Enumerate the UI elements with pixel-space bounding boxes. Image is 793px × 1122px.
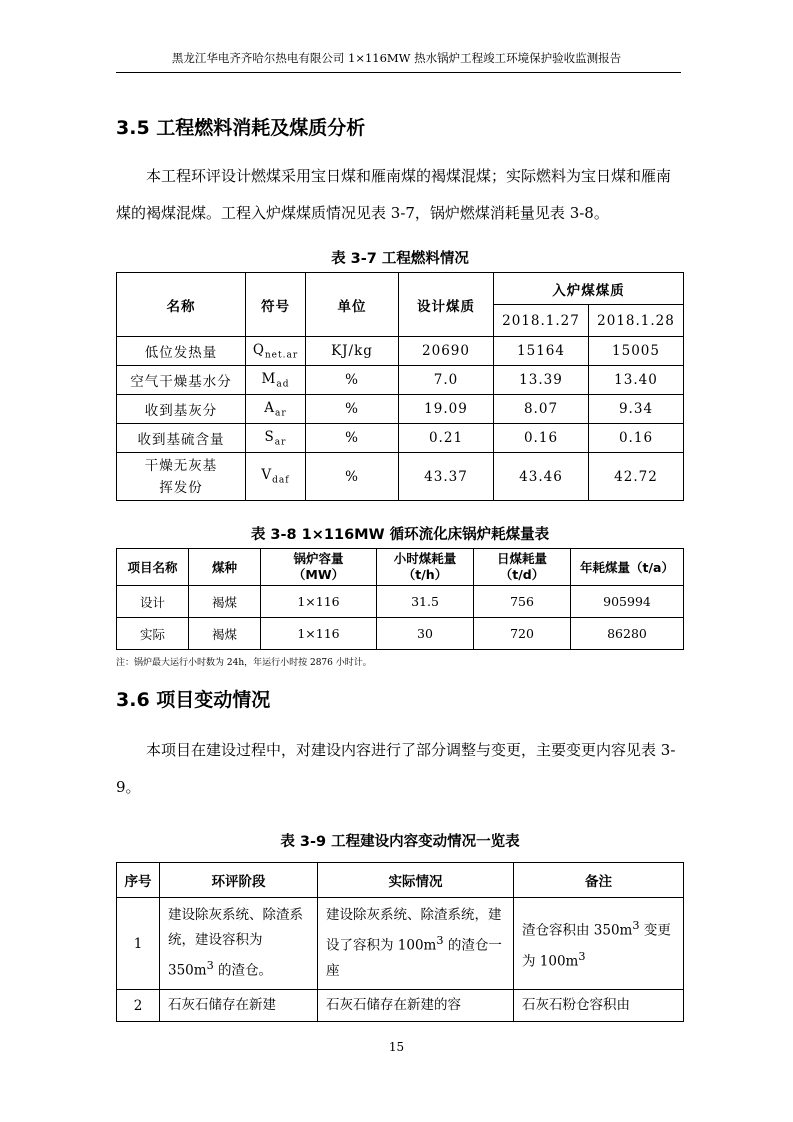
header-date-2: 2018.1.28: [589, 305, 684, 337]
row-actual: 石灰石储存在新建的容: [318, 990, 514, 1022]
table-row: [117, 990, 684, 1022]
header-actual: 入炉煤煤质: [494, 273, 684, 305]
row-design: 0.21: [399, 424, 494, 453]
header-design: 设计煤质: [399, 273, 494, 337]
row-unit: %: [306, 395, 399, 424]
row-date-2: 15005: [589, 337, 684, 366]
header-actual: 实际情况: [318, 863, 514, 898]
row-no: 1: [117, 898, 160, 990]
row-design: 7.0: [399, 366, 494, 395]
row-date-1: 0.16: [494, 424, 589, 453]
row-unit: %: [306, 366, 399, 395]
row-unit: KJ/kg: [306, 337, 399, 366]
row-name: 空气干燥基水分: [117, 366, 246, 395]
row-name: 低位发热量: [117, 337, 246, 366]
header-yearly: 年耗煤量（t/a）: [571, 549, 684, 586]
header-unit: 单位: [306, 273, 399, 337]
row-item: 实际: [117, 618, 189, 650]
header-coal: 煤种: [189, 549, 261, 586]
row-name: 收到基硫含量: [117, 424, 246, 453]
header-date-1: 2018.1.27: [494, 305, 589, 337]
section-3-5-title: 3.5 工程燃料消耗及煤质分析: [116, 117, 366, 139]
header-rule: [116, 72, 681, 73]
row-capacity: 1×116: [261, 586, 377, 618]
row-no: 2: [117, 990, 160, 1022]
row-date-1: 15164: [494, 337, 589, 366]
row-daily: 756: [474, 586, 571, 618]
row-item: 设计: [117, 586, 189, 618]
section-3-6-paragraph: 本项目在建设过程中，对建设内容进行了部分调整与变更，主要变更内容见表 3-9。: [116, 741, 676, 796]
table-row: [117, 395, 684, 424]
row-name: 干燥无灰基 挥发份: [117, 453, 246, 501]
row-coal: 褐煤: [189, 586, 261, 618]
header-symbol: 符号: [246, 273, 306, 337]
row-note: 渣仓容积由 $350m^3$ 变更为 $100m^3$: [514, 898, 684, 990]
header-capacity: 锅炉容量 （MW）: [261, 549, 377, 586]
fuel-quality-table: [116, 272, 684, 501]
row-date-2: 13.40: [589, 366, 684, 395]
row-symbol: $M_{ad}$: [246, 366, 306, 395]
row-name: 收到基灰分: [117, 395, 246, 424]
row-date-1: 13.39: [494, 366, 589, 395]
header-name: 名称: [117, 273, 246, 337]
row-yearly: 905994: [571, 586, 684, 618]
row-yearly: 86280: [571, 618, 684, 650]
header-hourly: 小时煤耗量 （t/h）: [377, 549, 474, 586]
row-actual: 建设除灰系统、除渣系统，建设了容积为 $100m^3$ 的渣仓一座: [318, 898, 514, 990]
coal-consumption-table: [116, 548, 684, 650]
header-note: 备注: [514, 863, 684, 898]
table-3-8-caption: 表 3-8 1×116MW 循环流化床锅炉耗煤量表: [250, 527, 550, 543]
row-daily: 720: [474, 618, 571, 650]
page-number: 15: [388, 1040, 405, 1054]
table-3-9-caption: 表 3-9 工程建设内容变动情况一览表: [280, 834, 520, 850]
row-symbol: $S_{ar}$: [246, 424, 306, 453]
changes-table: [116, 862, 684, 1022]
header-daily: 日煤耗量 （t/d）: [474, 549, 571, 586]
table-3-8-note: 注：锅炉最大运行小时数为 24h，年运行小时按 2876 小时计。: [116, 658, 372, 668]
row-design: 20690: [399, 337, 494, 366]
header-no: 序号: [117, 863, 160, 898]
row-date-2: 9.34: [589, 395, 684, 424]
table-row: [117, 453, 684, 501]
row-symbol: $Q_{net.ar}$: [246, 337, 306, 366]
header-item: 项目名称: [117, 549, 189, 586]
row-unit: %: [306, 453, 399, 501]
table-row: [117, 898, 684, 990]
table-row: [117, 424, 684, 453]
row-capacity: 1×116: [261, 618, 377, 650]
row-coal: 褐煤: [189, 618, 261, 650]
row-date-1: 43.46: [494, 453, 589, 501]
table-row: [117, 586, 684, 618]
row-symbol: $A_{ar}$: [246, 395, 306, 424]
row-design: 43.37: [399, 453, 494, 501]
page-header: 黑龙江华电齐齐哈尔热电有限公司 1×116MW 热水锅炉工程竣工环境保护验收监测报告: [171, 51, 622, 65]
row-note: 石灰石粉仓容积由: [514, 990, 684, 1022]
table-3-7-caption: 表 3-7 工程燃料情况: [331, 251, 469, 267]
row-hourly: 31.5: [377, 586, 474, 618]
row-date-1: 8.07: [494, 395, 589, 424]
row-date-2: 42.72: [589, 453, 684, 501]
row-design: 19.09: [399, 395, 494, 424]
section-3-5-paragraph: 本工程环评设计燃煤采用宝日煤和雁南煤的褐煤混煤；实际燃料为宝日煤和雁南煤的褐煤混煤。工程入炉煤煤质情况见表 3-7，锅炉燃煤消耗量见表 3-8。: [116, 167, 672, 222]
row-hourly: 30: [377, 618, 474, 650]
table-row: [117, 337, 684, 366]
table-row: [117, 618, 684, 650]
row-eia: 建设除灰系统、除渣系统，建设容积为 $350m^3$ 的渣仓。: [160, 898, 318, 990]
section-3-6-title: 3.6 项目变动情况: [116, 689, 271, 711]
row-symbol: $V_{daf}$: [246, 453, 306, 501]
row-eia: 石灰石储存在新建: [160, 990, 318, 1022]
row-unit: %: [306, 424, 399, 453]
table-row: [117, 366, 684, 395]
row-date-2: 0.16: [589, 424, 684, 453]
header-eia: 环评阶段: [160, 863, 318, 898]
